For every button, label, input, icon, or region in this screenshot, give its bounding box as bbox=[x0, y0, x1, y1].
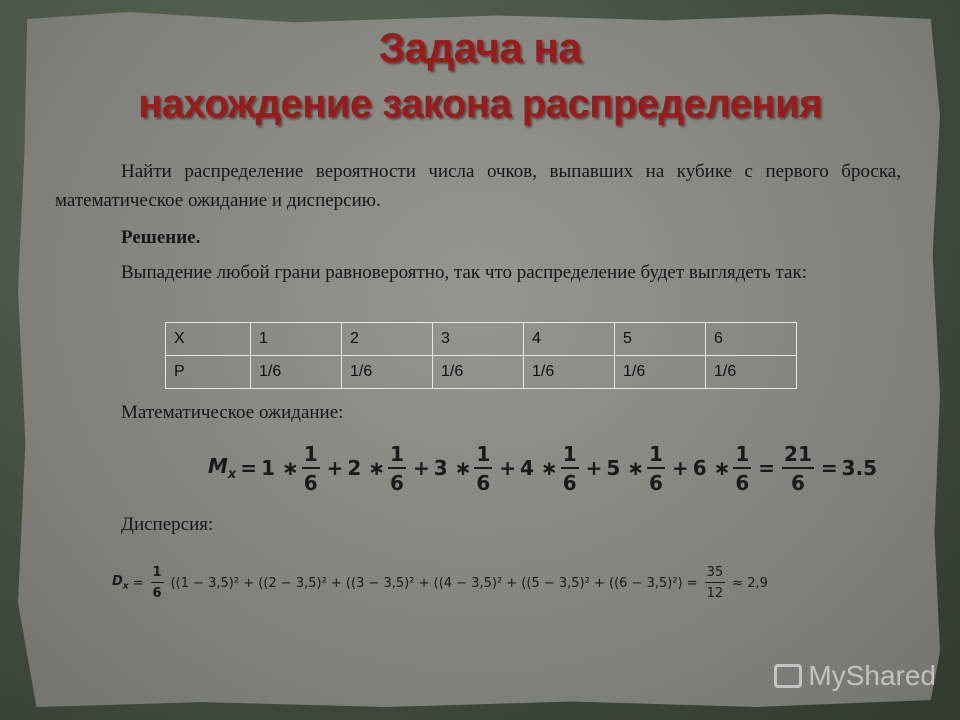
fraction-numerator: 1 bbox=[302, 444, 320, 469]
fraction-denominator: 6 bbox=[562, 470, 577, 495]
presentation-icon bbox=[774, 664, 802, 688]
lead-numerator: 1 bbox=[151, 566, 164, 583]
table-cell: 1/6 bbox=[706, 356, 797, 389]
plus-sign: + bbox=[499, 456, 517, 480]
term-value: 3 ∗ bbox=[433, 456, 472, 480]
fraction-denominator: 6 bbox=[735, 470, 750, 495]
expectation-label-text: Математическое ожидание: bbox=[121, 402, 344, 423]
term-fraction bbox=[388, 441, 406, 495]
variance-formula bbox=[112, 560, 768, 606]
fraction-numerator: 1 bbox=[647, 444, 665, 469]
lead-fraction bbox=[151, 566, 164, 600]
table-cell: 1/6 bbox=[251, 356, 342, 389]
term-fraction bbox=[561, 441, 579, 495]
table-cell: 1/6 bbox=[342, 356, 433, 389]
expectation-formula bbox=[208, 442, 877, 494]
fraction-denominator: 6 bbox=[476, 470, 491, 495]
term-fraction bbox=[733, 441, 751, 495]
lead-denominator: 6 bbox=[152, 586, 162, 601]
variance-body: ((1 − 3,5)² + ((2 − 3,5)² + ((3 − 3,5)² + ((4 − 3,5)² + ((5 − 3,5)² + ((6 − 3,5)²) = bbox=[170, 575, 698, 591]
table-cell: 1/6 bbox=[524, 356, 615, 389]
term-value: 1 ∗ bbox=[261, 456, 299, 480]
fraction-numerator: 1 bbox=[733, 444, 751, 469]
fraction-numerator: 1 bbox=[474, 444, 492, 469]
equals-sign: = bbox=[132, 575, 144, 591]
table-cell: 1 bbox=[251, 323, 342, 356]
table-cell: P bbox=[166, 356, 251, 389]
table-cell: 1/6 bbox=[615, 356, 706, 389]
variance-result-denominator: 12 bbox=[706, 586, 724, 601]
plus-sign: + bbox=[326, 456, 344, 480]
problem-text-content: Найти распределение вероятности числа очков, выпавших на кубике с первого броска, математическое ожидание и дисперсию. bbox=[55, 161, 901, 211]
slide-title-line1: Задача на bbox=[378, 24, 582, 71]
equals-sign: = bbox=[758, 456, 776, 480]
table-row bbox=[166, 323, 797, 356]
variance-label-text: Дисперсия: bbox=[121, 514, 214, 535]
plus-sign: + bbox=[671, 456, 689, 480]
table-cell: X bbox=[166, 323, 251, 356]
equals-sign: = bbox=[240, 456, 258, 480]
table-cell: 6 bbox=[706, 323, 797, 356]
variance-result-numerator: 35 bbox=[705, 566, 726, 583]
expectation-result: 3.5 bbox=[841, 456, 878, 480]
term-fraction bbox=[302, 441, 320, 495]
table-cell: 1/6 bbox=[433, 356, 524, 389]
plus-sign: + bbox=[585, 456, 603, 480]
variance-result-fraction bbox=[705, 566, 726, 600]
term-value: 5 ∗ bbox=[606, 456, 645, 480]
fraction-numerator: 1 bbox=[388, 444, 406, 469]
table-cell: 2 bbox=[342, 323, 433, 356]
term-fraction bbox=[474, 441, 492, 495]
variance-lhs: $D_x$ bbox=[112, 574, 129, 592]
variance-approx: ≈ 2,9 bbox=[732, 575, 768, 591]
expectation-lhs: $M_x$ bbox=[208, 454, 237, 482]
result-numerator: 21 bbox=[782, 444, 814, 469]
table-row bbox=[166, 356, 797, 389]
equals-sign: = bbox=[820, 456, 838, 480]
fraction-denominator: 6 bbox=[303, 470, 318, 495]
distribution-table bbox=[165, 322, 797, 389]
variance-label bbox=[55, 510, 901, 539]
solution-label-text: Решение. bbox=[121, 227, 201, 248]
watermark-text: MyShared bbox=[808, 660, 936, 691]
slide-title-line2: нахождение закона распределения bbox=[138, 82, 822, 126]
watermark bbox=[774, 660, 936, 692]
table-cell: 5 bbox=[615, 323, 706, 356]
fraction-numerator: 1 bbox=[561, 444, 579, 469]
fraction-denominator: 6 bbox=[390, 470, 404, 495]
term-value: 6 ∗ bbox=[692, 456, 731, 480]
solution-label bbox=[55, 223, 901, 252]
plus-sign: + bbox=[412, 456, 430, 480]
solution-text-content: Выпадение любой грани равновероятно, так что распределение будет выглядеть так: bbox=[121, 262, 807, 283]
result-fraction bbox=[782, 441, 814, 495]
table-cell: 4 bbox=[524, 323, 615, 356]
table-cell: 3 bbox=[433, 323, 524, 356]
fraction-denominator: 6 bbox=[649, 470, 663, 495]
term-fraction bbox=[647, 441, 665, 495]
term-value: 2 ∗ bbox=[347, 456, 386, 480]
expectation-terms bbox=[261, 441, 754, 495]
result-denominator: 6 bbox=[790, 470, 805, 495]
term-value: 4 ∗ bbox=[520, 456, 558, 480]
solution-text bbox=[55, 258, 901, 287]
problem-text bbox=[55, 157, 901, 215]
expectation-label bbox=[55, 398, 901, 427]
